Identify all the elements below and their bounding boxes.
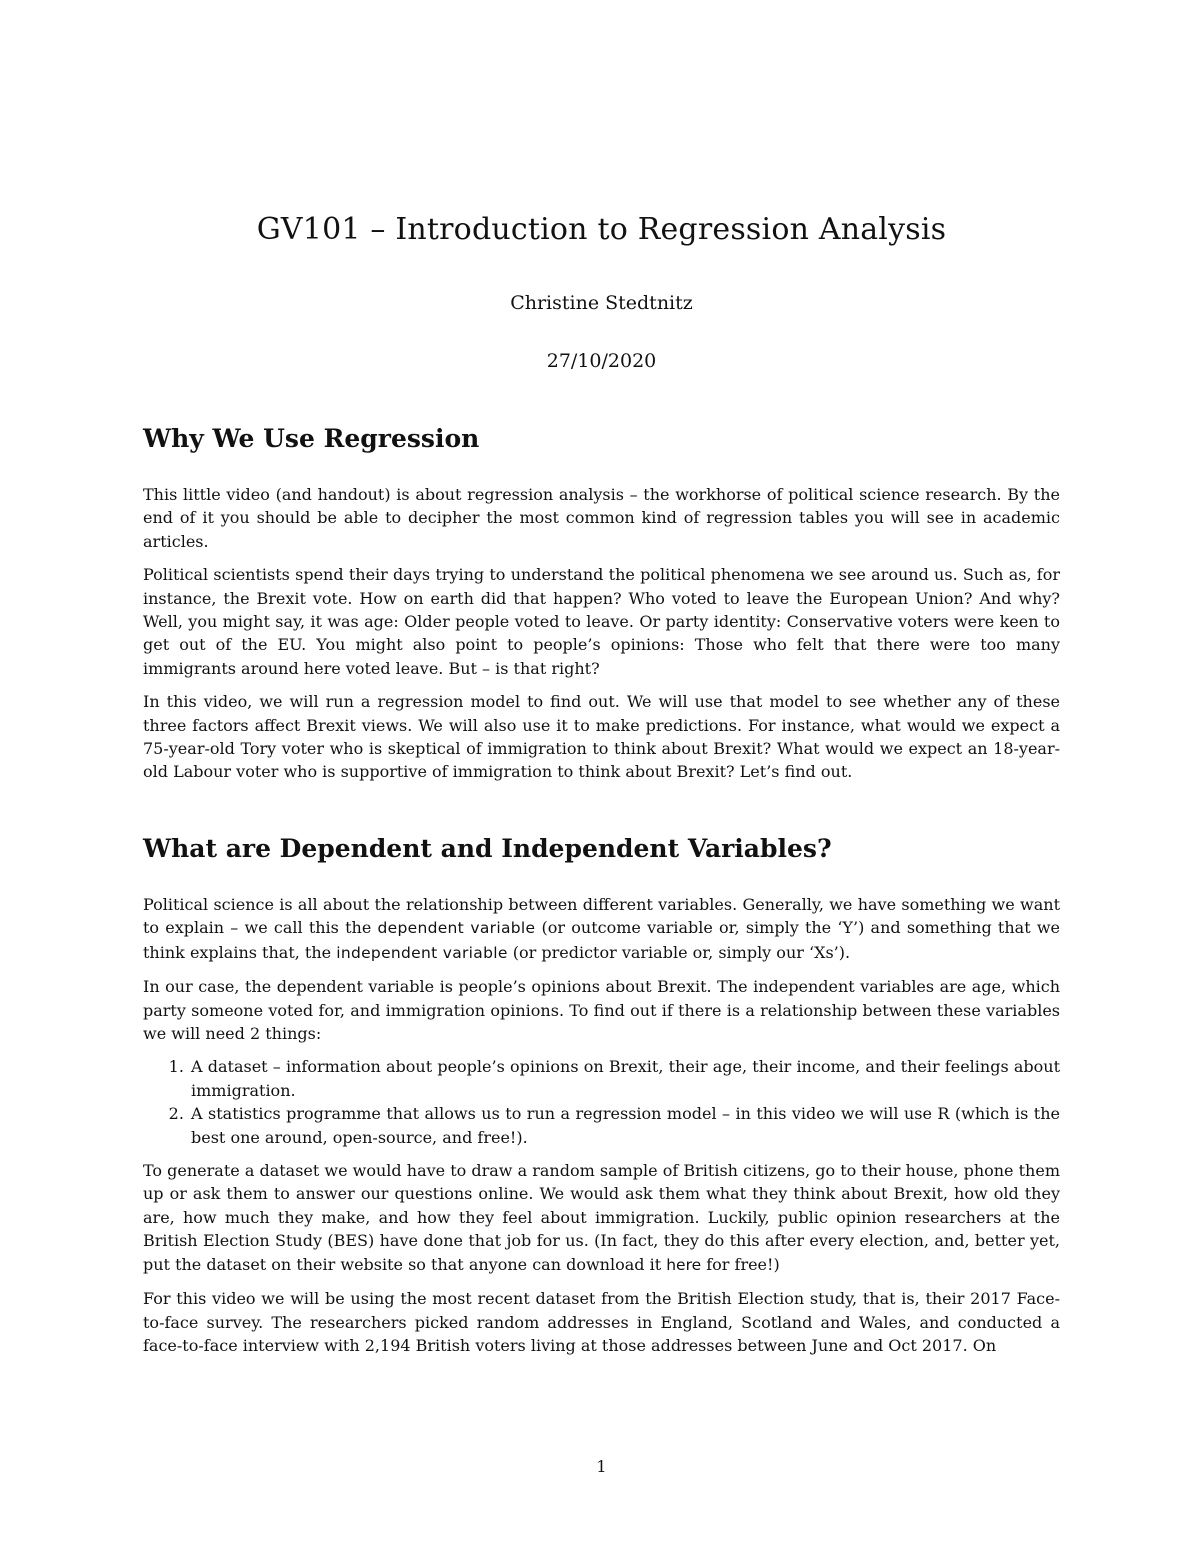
document-author: Christine Stedtnitz	[510, 292, 693, 314]
list-item: 2. A statistics programme that allows us to run a regression model – in this video we will use R (which is the best one around, open-source, and free!).	[189, 1102, 1060, 1149]
list-item: 1. A dataset – information about people’s opinions on Brexit, their age, their income, and their feelings about immigration.	[189, 1055, 1060, 1102]
text-span: (or predictor variable or, simply our ‘Xs’).	[507, 942, 851, 962]
text-span: (or outcome variable or, simply the ‘Y’) and something that we think explains that, the	[143, 918, 1060, 962]
section-heading: Why We Use Regression	[143, 424, 480, 453]
text-span: for free!)	[701, 1254, 780, 1274]
paragraph	[143, 1159, 1060, 1277]
paragraph	[143, 893, 1060, 965]
paragraph: Political scientists spend their days trying to understand the political phenomena we see around us. Such as, for instance, the Brexit vote. How on earth did that happen? Who voted to leave the European Union? And why? Well, you might say, it was age: Older people voted to leave. Or party identity: Conservative voters were keen to get out of the EU. You might also point to people’s opinions: Those who felt that there were too many immigrants around here voted leave. But – is that right?	[143, 565, 1060, 678]
bes-dataset-link[interactable]: here	[666, 1255, 702, 1274]
keyword-dependent-variable: dependent variable	[377, 919, 536, 938]
page-number: 1	[596, 1457, 607, 1476]
section-heading: What are Dependent and Independent Variables?	[143, 834, 832, 863]
section-dependent-independent	[143, 832, 1060, 1367]
text-span: To generate a dataset we would have to draw a random sample of British citizens, go to their house, phone them up or ask them to answer our questions online. We would ask them what they think about Brexit, how old they are, how much they make, and how they feel about immigration. Luckily, public opinion researchers at the British Election Study (BES) have done that job for us. (In fact, they do this after every election, and, better yet, put the dataset on their website so that anyone can download it	[143, 1161, 1060, 1274]
section-why-regression	[143, 422, 1060, 794]
paragraph: For this video we will be using the most recent dataset from the British Election study, that is, their 2017 Face-to-face survey. The researchers picked random addresses in England, Scotland and Wales, and conducted a face-to-face interview with 2,194 British voters living at those addresses between June and Oct 2017. On	[143, 1289, 1060, 1355]
paragraph: In this video, we will run a regression model to find out. We will use that model to see whether any of these three factors affect Brexit views. We will also use it to make predictions. For instance, what would we expect a 75-year-old Tory voter who is skeptical of immigration to think about Brexit? What would we expect an 18-year-old Labour voter who is supportive of immigration to think about Brexit? Let’s find out.	[143, 692, 1060, 782]
requirements-list	[143, 1055, 1060, 1149]
document-date: 27/10/2020	[546, 350, 657, 372]
text-span: Political science is all about the relationship between different variables. Generally, we have something we want to explain – we call this the	[143, 895, 1060, 938]
keyword-independent-variable: independent variable	[336, 943, 508, 962]
paragraph: This little video (and handout) is about regression analysis – the workhorse of political science research. By the end of it you should be able to decipher the most common kind of regression tables you will see in academic articles.	[143, 485, 1060, 551]
paragraph: In our case, the dependent variable is people’s opinions about Brexit. The independent variables are age, which party someone voted for, and immigration opinions. To find out if there is a relationship between these variables we will need 2 things:	[143, 977, 1060, 1044]
document-title: GV101 – Introduction to Regression Analysis	[256, 212, 947, 247]
